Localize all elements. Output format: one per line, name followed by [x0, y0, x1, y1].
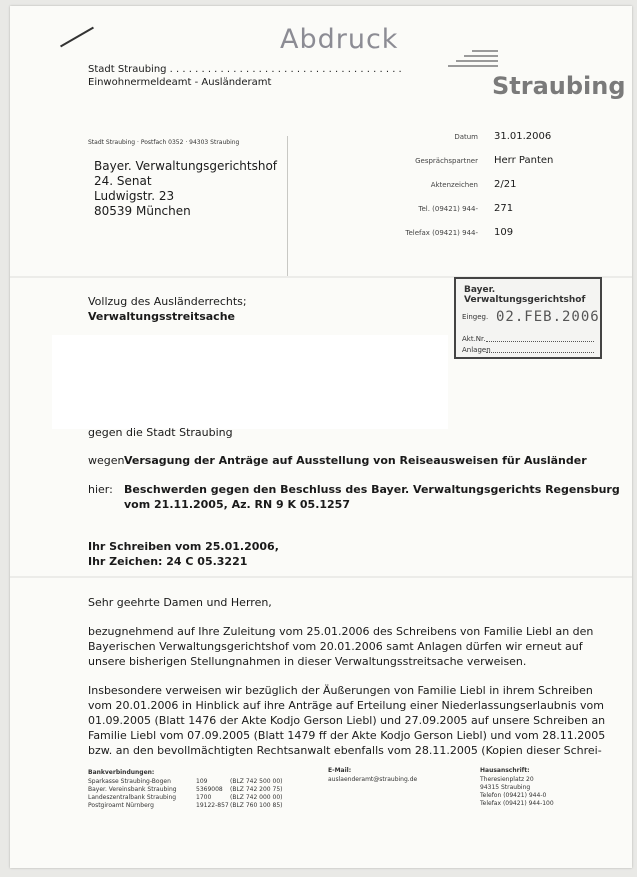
received-date: 02.FEB.2006 — [496, 309, 600, 325]
redaction-box — [52, 335, 448, 429]
recipient-address — [94, 159, 277, 219]
paragraph-line: Familie Liebl vom 07.09.2005 (Blatt 1479 ff der Akte Kodjo Gerson Liebl) und vom 28.11.2005 — [88, 729, 606, 742]
bank-row — [88, 794, 283, 802]
straubing-logo-text: Straubing — [492, 72, 626, 100]
hier-line1: Beschwerden gegen den Beschluss des Bayer. Verwaltungsgerichts Regensburg — [124, 483, 620, 496]
bank-row — [88, 786, 283, 794]
meta-value-phone: 271 — [494, 203, 514, 214]
bank-account: 109 — [196, 778, 208, 785]
bank-name: Postgiroamt Nürnberg — [88, 802, 154, 809]
file-number-label: Akt.Nr. — [462, 335, 486, 343]
email-address: auslaenderamt@straubing.de — [328, 776, 418, 783]
address-line: Theresienplatz 20 — [480, 776, 534, 783]
straubing-logo-icon — [448, 50, 498, 70]
bank-row — [88, 778, 283, 786]
paragraph-line: 01.09.2005 (Blatt 1476 der Akte Kodjo Gerson Liebl) und 27.09.2005 auf unsere Schreiben an — [88, 714, 606, 727]
meta-value-file: 2/21 — [494, 179, 517, 190]
received-stamp — [454, 277, 602, 359]
reference-sign: Ihr Zeichen: 24 C 05.3221 — [88, 555, 248, 568]
meta-label-date: Datum — [454, 133, 478, 141]
meta-label-phone: Tel. (09421) 944- — [418, 205, 478, 213]
bank-blz: (BLZ 742 000 00) — [230, 794, 283, 801]
footer-email — [328, 767, 417, 784]
sender-name: Stadt Straubing . . . . . . . . . . . . . . . . . . . . . . . . . . . . . . . . . . . . . — [88, 64, 402, 75]
meta-value-fax: 109 — [494, 227, 514, 238]
letter-page — [10, 6, 632, 868]
recipient-line: Ludwigstr. 23 — [94, 189, 175, 203]
recipient-line: 24. Senat — [94, 174, 152, 188]
against-line: gegen die Stadt Straubing — [88, 426, 233, 439]
received-stamp-org: Bayer. Verwaltungsgerichtshof — [464, 285, 586, 305]
bank-account: 1700 — [196, 794, 212, 801]
recipient-line: 80539 München — [94, 204, 191, 218]
bank-blz: (BLZ 742 200 75) — [230, 786, 283, 793]
received-label: Eingeg. — [462, 313, 489, 321]
email-heading: E-Mail: — [328, 767, 352, 774]
bank-row — [88, 802, 283, 810]
attachments-label: Anlagen — [462, 346, 491, 354]
paragraph-line: Bayerischen Verwaltungsgerichtshof vom 20.01.2006 samt Anlagen dürfen wir erneut auf — [88, 640, 583, 653]
paragraph-line: bezugnehmend auf Ihre Zuleitung vom 25.01.2006 des Schreibens von Familie Liebl an den — [88, 625, 594, 638]
hier-label: hier: — [88, 483, 113, 496]
greeting: Sehr geehrte Damen und Herren, — [88, 596, 272, 609]
sender-department: Einwohnermeldeamt - Ausländeramt — [88, 77, 272, 88]
subject-line2: Verwaltungsstreitsache — [88, 310, 235, 323]
address-heading: Hausanschrift: — [480, 767, 530, 774]
recipient-line: Bayer. Verwaltungsgerichtshof — [94, 159, 278, 173]
reference-letter: Ihr Schreiben vom 25.01.2006, — [88, 540, 279, 553]
wegen-text: Versagung der Anträge auf Ausstellung von Reiseausweisen für Ausländer — [124, 454, 587, 467]
fold-line — [10, 576, 632, 578]
address-line: Telefax (09421) 944-100 — [480, 800, 554, 807]
bank-blz: (BLZ 760 100 85) — [230, 802, 283, 809]
bank-name: Bayer. Vereinsbank Straubing — [88, 786, 177, 793]
paragraph-line: vom 20.01.2006 in Hinblick auf ihre Anträge auf Erteilung einer Niederlassungserlaubnis vom — [88, 699, 604, 712]
wegen-label: wegen — [88, 454, 125, 467]
paragraph-line: Insbesondere verweisen wir bezüglich der Äußerungen von Familie Liebl in ihrem Schreiben — [88, 684, 593, 697]
footer-banks — [88, 769, 283, 810]
abdruck-stamp: Abdruck — [280, 24, 399, 55]
bank-blz: (BLZ 742 500 00) — [230, 778, 283, 785]
meta-value-date: 31.01.2006 — [494, 131, 552, 142]
bank-name: Landeszentralbank Straubing — [88, 794, 177, 801]
hier-line2: vom 21.11.2005, Az. RN 9 K 05.1257 — [124, 498, 350, 511]
paragraph-line: unsere bisherigen Stellungnahmen in dieser Verwaltungsstreitsache verweisen. — [88, 655, 527, 668]
dotted-line — [486, 341, 594, 342]
pen-mark — [60, 27, 94, 48]
meta-value-contact: Herr Panten — [494, 155, 554, 166]
address-line: 94315 Straubing — [480, 784, 531, 791]
return-address: Stadt Straubing · Postfach 0352 · 94303 Straubing — [88, 139, 240, 146]
meta-label-fax: Telefax (09421) 944- — [405, 229, 478, 237]
footer-address — [480, 767, 554, 808]
bank-account: 19122-857 — [196, 802, 229, 809]
bank-account: 5369008 — [196, 786, 223, 793]
banks-heading: Bankverbindungen: — [88, 769, 155, 776]
dotted-line — [486, 352, 594, 353]
address-line: Telefon (09421) 944-0 — [480, 792, 547, 799]
paragraph-line: bzw. an den bevollmächtigten Rechtsanwalt ebenfalls vom 28.11.2005 (Kopien dieser Schrei- — [88, 744, 602, 757]
divider — [287, 136, 288, 276]
bank-name: Sparkasse Straubing-Bogen — [88, 778, 171, 785]
meta-label-contact: Gesprächspartner — [415, 157, 478, 165]
subject-line1: Vollzug des Ausländerrechts; — [88, 295, 247, 308]
meta-label-file: Aktenzeichen — [430, 181, 478, 189]
